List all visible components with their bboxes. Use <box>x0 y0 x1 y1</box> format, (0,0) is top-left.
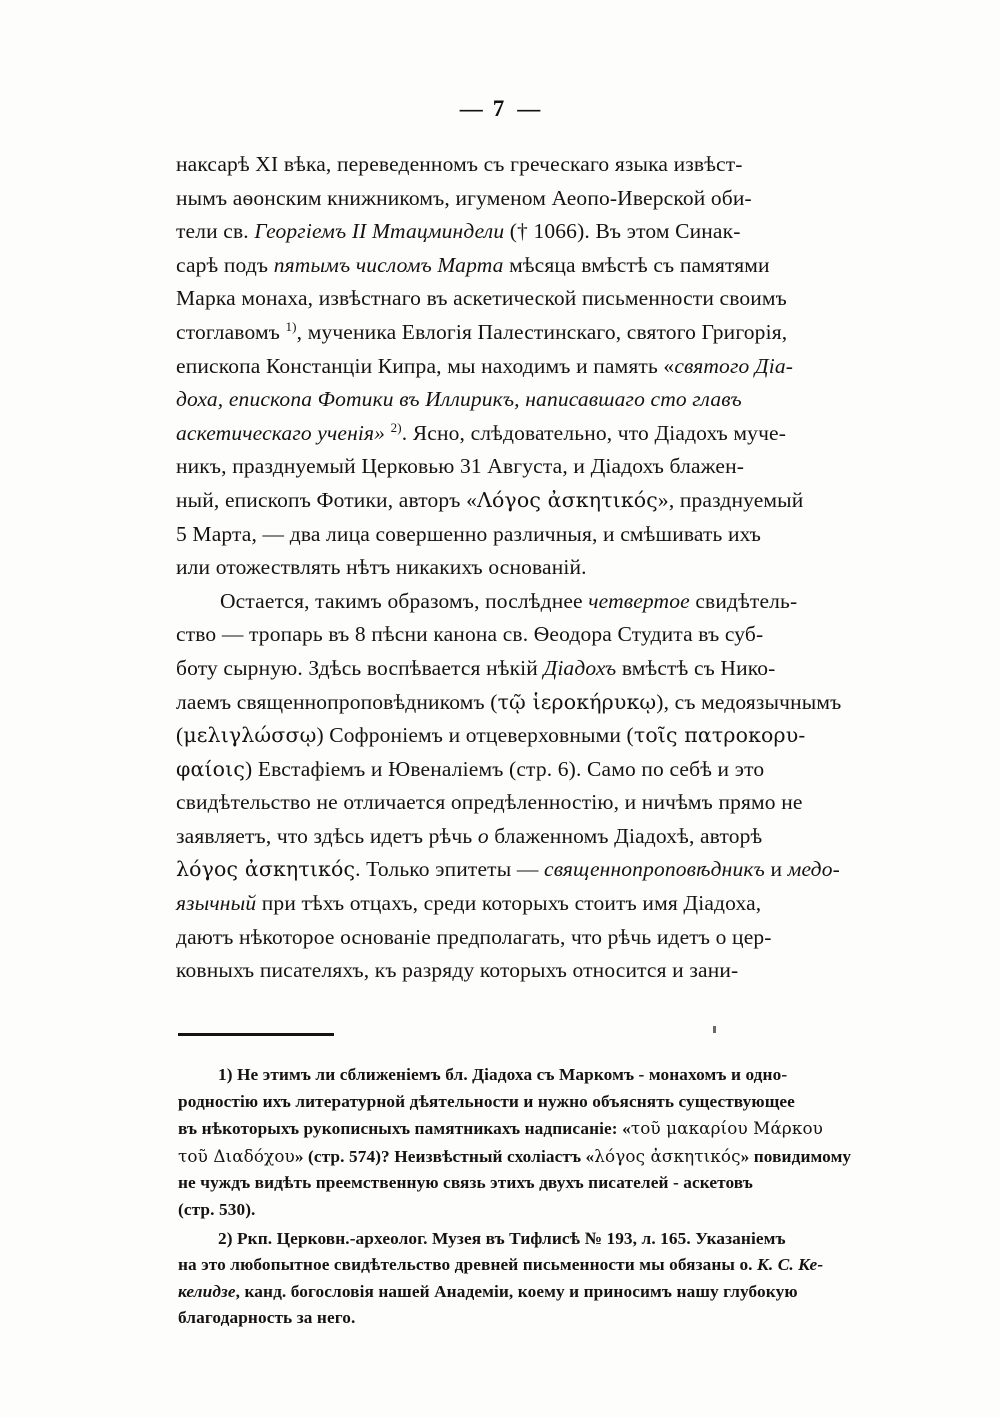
greek-run: φαίοις <box>176 756 245 781</box>
italic-run: священнопроповѣдникъ <box>544 857 765 882</box>
footnote <box>178 1062 852 1224</box>
ink-speck <box>713 1026 716 1033</box>
text-run: и <box>764 857 788 882</box>
text-run: Марка монаха, извѣстнаго въ аскетической письменности своимъ <box>176 286 787 311</box>
italic-run: келидзе <box>178 1281 236 1301</box>
text-run: при тѣхъ отцахъ, среди которыхъ стоитъ имя Діадоха, <box>256 891 762 916</box>
greek-run: λόγος ἀσκητικός <box>594 1145 741 1166</box>
paragraph <box>176 585 842 988</box>
text-run: заявляетъ, что здѣсь идетъ рѣчь <box>176 823 478 848</box>
italic-run: четвертое <box>588 588 690 613</box>
text-run: родностію ихъ литературной дѣятельности и нужно объяснять существующее <box>178 1091 795 1111</box>
text-run: вмѣстѣ съ Нико- <box>616 655 776 680</box>
text-run: стоглавомъ <box>176 319 286 344</box>
greek-run: Λόγος ἀσκητικός <box>476 487 658 512</box>
text-run: никъ, празднуемый Церковью 31 Августа, и Діадохъ блажен- <box>176 454 745 479</box>
text-line <box>176 954 824 988</box>
text-run: 2) Ркп. Церковн.-археолог. Музея въ Тифлисѣ № 193, л. 165. Указаніемъ <box>218 1228 786 1248</box>
text-line <box>176 450 824 484</box>
text-line <box>176 618 824 652</box>
text-run: даютъ нѣкоторое основаніе предполагать, что рѣчь идетъ о цер- <box>176 924 772 949</box>
footnote-line <box>178 1170 826 1197</box>
text-run: мѣсяца вмѣстѣ съ памятями <box>503 252 770 277</box>
text-run: свидѣтель- <box>689 588 798 613</box>
text-run: 1) Не этимъ ли сближеніемъ бл. Діадоха съ Маркомъ - монахомъ и одно- <box>218 1065 788 1084</box>
text-run: , канд. богословія нашей Анадеміи, коему и приносимъ нашу глубокую <box>235 1281 798 1301</box>
text-run: » (стр. 574)? Неизвѣстный схоліастъ « <box>294 1146 595 1166</box>
footnote-line <box>178 1279 826 1306</box>
italic-run: Георгіемъ II Мтацминдели <box>254 219 505 244</box>
footnote-line <box>178 1226 826 1253</box>
text-run: не чуждъ видѣть преемственную связь этихъ двухъ писателей - аскетовъ <box>178 1173 753 1193</box>
text-line <box>176 282 824 316</box>
text-run: боту сырную. Здѣсь воспѣвается нѣкій <box>176 655 544 680</box>
text-line <box>176 551 824 585</box>
italic-run: язычный <box>176 891 257 916</box>
italic-run: медо- <box>787 857 840 882</box>
text-line <box>176 215 824 249</box>
text-line <box>176 820 824 854</box>
text-run: Остается, такимъ образомъ, послѣднее <box>220 588 589 613</box>
text-line <box>176 853 840 887</box>
paragraph <box>176 148 824 585</box>
text-line <box>176 719 824 753</box>
text-run: тели св. <box>176 219 255 244</box>
text-line <box>176 585 824 619</box>
greek-run: τοῖς πατροκορυ- <box>633 723 806 748</box>
italic-run: о <box>477 823 489 848</box>
text-run: 5 Марта, — два лица совершенно различныя, и смѣшивать ихъ <box>176 521 762 546</box>
text-run: или отожествлять нѣтъ никакихъ основаній. <box>176 555 587 580</box>
text-line <box>176 887 824 921</box>
footnote-line <box>178 1115 826 1143</box>
footnote <box>178 1226 826 1332</box>
footnote-line <box>178 1305 826 1332</box>
folio-dash-left: — <box>459 96 483 121</box>
text-run: сарѣ подъ <box>176 252 274 277</box>
italic-run: К. С. Ке- <box>757 1255 824 1275</box>
italic-run: святого Діа- <box>674 353 794 378</box>
italic-run: пятымъ числомъ Марта <box>273 252 504 277</box>
greek-run: τοῦ Διαδόχου <box>178 1145 295 1166</box>
footnote-line <box>178 1089 826 1116</box>
greek-run: τῷ ἱεροκήρυκῳ <box>497 689 657 714</box>
text-run: свидѣтельство не отличается опредѣленностію, и ничѣмъ прямо не <box>176 790 803 815</box>
text-run: ковныхъ писателяхъ, къ разряду которыхъ относится и зани- <box>176 958 739 983</box>
greek-run: λόγος ἀσκητικός <box>176 857 356 882</box>
footnote-reference: 1) <box>285 318 297 334</box>
text-run: наксарѣ XI вѣка, переведенномъ съ греческаго языка извѣст- <box>176 152 743 176</box>
text-run: , мученика Евлогія Палестинскаго, святого Григорія, <box>296 319 788 344</box>
text-line <box>176 518 824 552</box>
text-run: въ нѣкоторыхъ рукописныхъ памятникахъ надписаніе: « <box>178 1119 631 1139</box>
italic-run: аскетическаго ученія» <box>176 420 386 445</box>
text-run: ( <box>176 723 184 748</box>
page-folio <box>0 96 1000 122</box>
text-run: ) Софроніемъ и отцеверховными ( <box>316 723 634 748</box>
footnote-line <box>178 1062 826 1089</box>
text-run: нымъ аѳонским книжникомъ, игуменом Аеопо-Иверской оби- <box>176 185 752 210</box>
text-run: . Ясно, слѣдовательно, что Діадохъ муче- <box>401 420 787 445</box>
text-line <box>176 182 824 216</box>
text-run: », празднуемый <box>657 487 804 512</box>
footnote-line <box>178 1143 852 1171</box>
greek-run: μελιγλώσσῳ <box>183 723 317 748</box>
text-run: благодарность за него. <box>178 1308 356 1328</box>
text-line <box>176 316 824 350</box>
text-line <box>176 652 824 686</box>
text-run: на это любопытное свидѣтельство древней письменности мы обязаны о. <box>178 1255 758 1275</box>
text-run: . Только эпитеты — <box>355 857 544 882</box>
text-run: ный, епископъ Фотики, авторъ « <box>176 487 477 512</box>
text-line <box>176 350 824 384</box>
footnote-line <box>178 1197 826 1224</box>
folio-number: 7 <box>492 96 508 121</box>
text-line <box>176 383 824 417</box>
footnote-reference: 2) <box>390 419 402 435</box>
text-run: епископа Констанціи Кипра, мы находимъ и память « <box>176 353 675 378</box>
italic-run: Діадохъ <box>543 655 617 680</box>
italic-run: доха, епископа Фотики въ Иллирикъ, написавшаго сто главъ <box>176 387 742 412</box>
text-line <box>176 686 842 720</box>
text-line <box>176 753 824 787</box>
text-run: » повидимому <box>740 1146 852 1166</box>
text-run: ство — тропарь въ 8 пѣсни канона св. Ѳеодора Студита въ суб- <box>176 622 764 647</box>
greek-run: τοῦ μακαρίου Μάρκου <box>630 1118 823 1139</box>
footnote-separator-rule <box>178 1033 334 1036</box>
text-line <box>176 148 824 182</box>
text-line <box>176 921 824 955</box>
text-run: († 1066). Въ этом Синак- <box>504 219 741 244</box>
text-run: ) Евстафіемъ и Ювеналіемъ (стр. 6). Само по себѣ и это <box>245 756 765 781</box>
footnotes <box>178 1062 852 1334</box>
text-line <box>176 249 824 283</box>
text-run: (стр. 530). <box>178 1199 256 1219</box>
folio-dash-right: — <box>517 96 541 121</box>
text-run: блаженномъ Діадохѣ, авторѣ <box>488 823 763 848</box>
text-line <box>176 484 824 518</box>
text-run: лаемъ священнопроповѣдникомъ ( <box>176 689 498 714</box>
footnote-line <box>178 1252 826 1279</box>
text-line <box>176 417 824 451</box>
text-line <box>176 786 824 820</box>
text-run: ), съ медоязычнымъ <box>656 689 842 714</box>
body-text <box>176 148 842 988</box>
